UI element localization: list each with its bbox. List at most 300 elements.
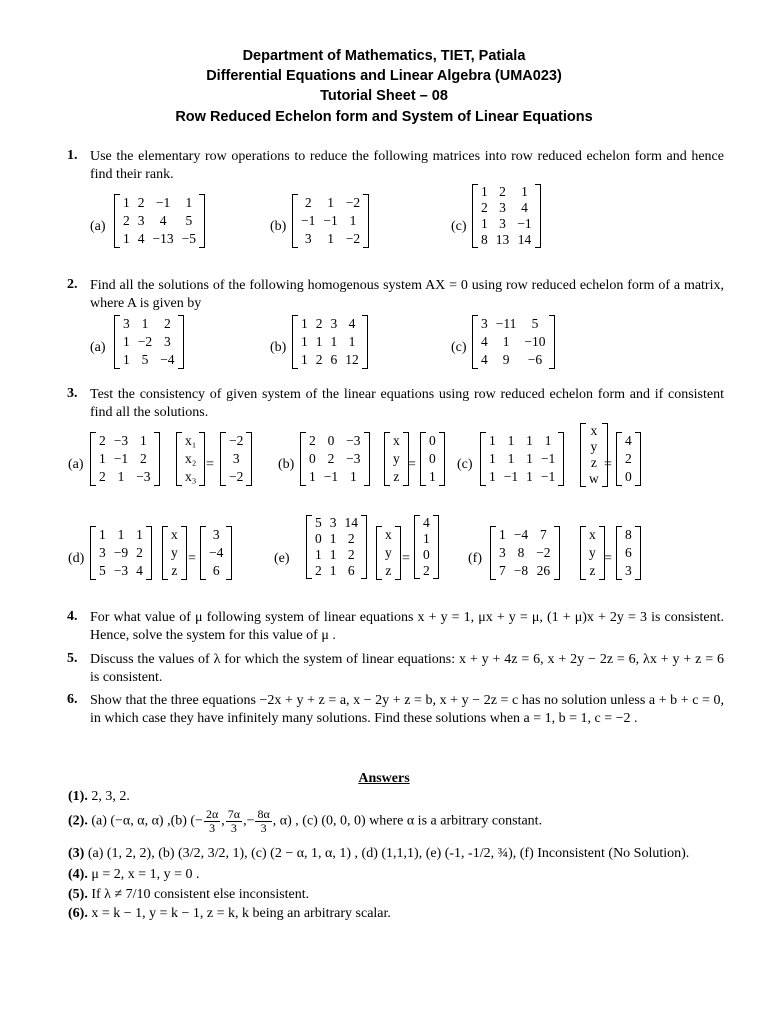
- matrix-row: [311, 531, 362, 547]
- matrix-row: [495, 544, 555, 562]
- answer-5-text: If λ ≠ 7/10 consistent else inconsistent.: [91, 887, 310, 902]
- matrix-row: [585, 544, 600, 562]
- matrix-cell: 4: [481, 352, 488, 367]
- matrix-cell: 3: [499, 216, 506, 231]
- matrix-cell: 1: [301, 316, 308, 331]
- matrix-cell: 1: [429, 469, 436, 484]
- q3d-coeff-matrix: [90, 526, 152, 580]
- matrix-row: [419, 547, 434, 563]
- matrix-row: [95, 450, 155, 468]
- matrix-cell: 1: [489, 469, 496, 484]
- matrix-row: [389, 432, 404, 450]
- q2b-matrix: [292, 315, 368, 369]
- answer-2-frac-2: [226, 808, 242, 835]
- matrix-cell: 2: [139, 451, 147, 466]
- frac-3-den: 3: [260, 821, 267, 835]
- matrix-row: [305, 450, 365, 468]
- matrix-cell: −1: [113, 451, 129, 466]
- matrix-cell: 3: [212, 527, 220, 542]
- matrix-cell: 6: [625, 545, 632, 560]
- matrix-row: [477, 315, 550, 333]
- matrix-cell: x: [385, 527, 392, 542]
- matrix-table: [477, 315, 550, 369]
- matrix-cell: −11: [495, 316, 517, 331]
- matrix-table: [95, 432, 155, 486]
- matrix-table: [167, 526, 182, 580]
- matrix-cell: −1: [323, 469, 339, 484]
- matrix-row: [621, 526, 636, 544]
- matrix-row: [119, 194, 200, 212]
- matrix-cell: 3: [99, 545, 106, 560]
- matrix-row: [305, 468, 365, 486]
- answer-3-number: (3): [68, 846, 85, 861]
- q1a-matrix: [114, 194, 205, 248]
- q1a-label: (a): [90, 219, 106, 234]
- matrix-cell: −1: [517, 216, 532, 231]
- q1b-label: (b): [270, 219, 287, 234]
- matrix-cell: x: [393, 433, 400, 448]
- matrix-row: [477, 351, 550, 369]
- matrix-cell: 3: [232, 451, 240, 466]
- matrix-cell: −1: [301, 213, 316, 228]
- matrix-cell: 2: [137, 195, 145, 210]
- matrix-cell: 3: [329, 515, 337, 530]
- matrix-cell: 4: [137, 231, 145, 246]
- matrix-row: [485, 450, 559, 468]
- answer-2-number: (2).: [68, 813, 88, 829]
- matrix-row: [225, 450, 247, 468]
- matrix-cell: −8: [513, 563, 529, 578]
- matrix-cell: 3: [625, 563, 632, 578]
- matrix-cell: 2: [99, 433, 106, 448]
- matrix-row: [381, 562, 396, 580]
- matrix-row: [585, 526, 600, 544]
- matrix-cell: 8: [481, 232, 488, 247]
- matrix-table: [585, 526, 600, 580]
- matrix-cell: −2: [345, 231, 361, 246]
- matrix-cell: 6: [347, 563, 355, 578]
- matrix-cell: −4: [513, 527, 529, 542]
- matrix-cell: 1: [315, 547, 322, 562]
- matrix-cell: 1: [526, 451, 533, 466]
- matrix-cell: −2: [229, 469, 244, 484]
- q3a-equals: =: [206, 457, 214, 472]
- matrix-cell: 1: [526, 433, 533, 448]
- q1-number: 1.: [67, 148, 78, 163]
- matrix-cell: 5: [315, 515, 322, 530]
- matrix-cell: 0: [625, 469, 632, 484]
- q3c-rhs-vector: [616, 432, 641, 486]
- matrix-cell: 0: [429, 451, 436, 466]
- matrix-row: [205, 544, 227, 562]
- course-title: Differential Equations and Linear Algebra (UMA023): [206, 68, 562, 84]
- matrix-cell: 4: [423, 515, 430, 530]
- matrix-cell: 2: [309, 433, 316, 448]
- matrix-cell: y: [171, 545, 178, 560]
- matrix-table: [477, 184, 536, 248]
- matrix-cell: 5: [99, 563, 106, 578]
- matrix-row: [205, 526, 227, 544]
- matrix-row: [297, 194, 364, 212]
- matrix-cell: 8: [517, 545, 525, 560]
- matrix-row: [205, 562, 227, 580]
- matrix-cell: 1: [327, 231, 334, 246]
- matrix-row: [119, 351, 179, 369]
- matrix-cell: 5: [531, 316, 539, 331]
- matrix-cell: z: [171, 563, 178, 578]
- matrix-row: [389, 450, 404, 468]
- matrix-cell: 1: [123, 231, 130, 246]
- matrix-cell: 1: [185, 195, 193, 210]
- matrix-cell: 4: [348, 316, 356, 331]
- matrix-cell: z: [385, 563, 392, 578]
- matrix-table: [485, 432, 559, 486]
- answer-6: [68, 906, 391, 922]
- matrix-row: [485, 432, 559, 450]
- q3b-coeff-matrix: [300, 432, 370, 486]
- q3e-rhs-vector: [414, 515, 439, 579]
- matrix-cell: 7: [539, 527, 547, 542]
- matrix-cell: 1: [526, 469, 533, 484]
- matrix-row: [585, 562, 600, 580]
- matrix-row: [381, 526, 396, 544]
- answer-2-sep-1: ,: [221, 813, 225, 829]
- matrix-cell: 3: [330, 316, 338, 331]
- matrix-cell: x₂: [185, 451, 197, 466]
- q3b-label: (b): [278, 457, 295, 472]
- matrix-row: [477, 200, 536, 216]
- matrix-cell: 2: [625, 451, 632, 466]
- matrix-cell: 4: [159, 213, 167, 228]
- matrix-cell: 4: [521, 200, 528, 215]
- matrix-row: [585, 423, 603, 439]
- matrix-table: [119, 315, 179, 369]
- matrix-row: [495, 526, 555, 544]
- q3f-coeff-matrix: [490, 526, 560, 580]
- matrix-row: [181, 432, 200, 450]
- topic-title: Row Reduced Echelon form and System of Linear Equations: [175, 109, 593, 125]
- q3-text: Test the consistency of given system of the linear equations using row reduced echelon form and if consistent find all the solutions.: [90, 387, 724, 420]
- matrix-cell: 0: [309, 451, 316, 466]
- matrix-row: [181, 450, 200, 468]
- answer-1-text: 2, 3, 2.: [91, 789, 130, 804]
- matrix-row: [311, 547, 362, 563]
- matrix-row: [119, 230, 200, 248]
- matrix-cell: −2: [229, 433, 244, 448]
- answers-heading: Answers: [358, 771, 410, 786]
- matrix-cell: y: [590, 439, 598, 454]
- matrix-cell: 6: [330, 352, 338, 367]
- matrix-row: [167, 544, 182, 562]
- q3e-label: (e): [274, 551, 290, 566]
- q1c-matrix: [472, 184, 541, 248]
- matrix-cell: 2: [315, 563, 322, 578]
- matrix-cell: z: [589, 563, 596, 578]
- matrix-cell: 4: [625, 433, 632, 448]
- matrix-row: [297, 230, 364, 248]
- matrix-cell: 0: [315, 531, 322, 546]
- matrix-cell: −3: [113, 563, 129, 578]
- q3b-rhs-vector: [420, 432, 445, 486]
- matrix-cell: 2: [315, 352, 323, 367]
- answer-2-frac-1: [204, 808, 220, 835]
- q3c-label: (c): [457, 457, 473, 472]
- matrix-row: [225, 432, 247, 450]
- matrix-row: [621, 432, 636, 450]
- q4-number: 4.: [67, 609, 78, 624]
- matrix-table: [297, 194, 364, 248]
- matrix-cell: 3: [499, 200, 506, 215]
- q3f-equals: =: [604, 551, 612, 566]
- matrix-row: [495, 562, 555, 580]
- q3e-coeff-matrix: [306, 515, 367, 579]
- matrix-cell: 1: [117, 527, 125, 542]
- matrix-cell: −2: [137, 334, 153, 349]
- answer-1: [68, 789, 130, 805]
- matrix-table: [205, 526, 227, 580]
- q3a-coeff-matrix: [90, 432, 160, 486]
- matrix-cell: −1: [155, 195, 171, 210]
- matrix-row: [425, 450, 440, 468]
- matrix-cell: 3: [123, 316, 130, 331]
- frac-2-num: 7α: [227, 807, 241, 821]
- q2c-label: (c): [451, 340, 467, 355]
- matrix-table: [419, 515, 434, 579]
- matrix-cell: 1: [301, 334, 308, 349]
- q5-number: 5.: [67, 651, 78, 666]
- matrix-row: [95, 562, 147, 580]
- matrix-cell: 8: [625, 527, 632, 542]
- matrix-cell: −3: [113, 433, 129, 448]
- matrix-cell: 1: [423, 531, 430, 546]
- matrix-row: [297, 212, 364, 230]
- answer-4: [68, 867, 200, 883]
- matrix-cell: 14: [344, 515, 358, 530]
- matrix-cell: 5: [185, 213, 193, 228]
- answer-5-number: (5).: [68, 887, 88, 902]
- matrix-cell: −2: [536, 545, 551, 560]
- q6-text: Show that the three equations −2x + y + z = a, x − 2y + z = b, x + y − 2z = c has no solution unless a + b + c = 0, in which case they have infinitely many solutions. Find these solutions when a = 1, b = 1, c = −2 .: [90, 693, 724, 726]
- matrix-cell: −9: [113, 545, 129, 560]
- answer-6-text: x = k − 1, y = k − 1, z = k, k being an arbitrary scalar.: [91, 906, 391, 921]
- matrix-cell: x: [589, 527, 596, 542]
- matrix-cell: z: [590, 455, 597, 470]
- matrix-row: [167, 526, 182, 544]
- q3a-label: (a): [68, 457, 84, 472]
- matrix-cell: 1: [507, 451, 515, 466]
- matrix-cell: −3: [346, 451, 361, 466]
- matrix-row: [621, 544, 636, 562]
- matrix-table: [225, 432, 247, 486]
- matrix-cell: 1: [301, 352, 308, 367]
- q2a-matrix: [114, 315, 184, 369]
- matrix-cell: −1: [323, 213, 338, 228]
- matrix-row: [225, 468, 247, 486]
- matrix-cell: 1: [489, 433, 496, 448]
- matrix-cell: 1: [329, 563, 337, 578]
- q3c-coeff-matrix: [480, 432, 564, 486]
- matrix-cell: x: [590, 423, 598, 438]
- matrix-table: [297, 315, 363, 369]
- matrix-table: [389, 432, 404, 486]
- matrix-cell: 1: [502, 334, 510, 349]
- matrix-cell: 2: [423, 563, 430, 578]
- q3d-rhs-vector: [200, 526, 232, 580]
- matrix-table: [311, 515, 362, 579]
- q3b-var-vector: [384, 432, 409, 486]
- matrix-cell: 2: [163, 316, 171, 331]
- matrix-cell: 1: [349, 469, 357, 484]
- answer-4-number: (4).: [68, 867, 88, 882]
- matrix-cell: 1: [123, 195, 130, 210]
- matrix-row: [585, 439, 603, 455]
- matrix-table: [305, 432, 365, 486]
- matrix-row: [585, 455, 603, 471]
- matrix-row: [95, 468, 155, 486]
- q1c-label: (c): [451, 219, 467, 234]
- matrix-row: [119, 333, 179, 351]
- q1-text: Use the elementary row operations to reduce the following matrices into row reduced echelon form and hence find their rank.: [90, 149, 724, 182]
- matrix-cell: 3: [481, 316, 488, 331]
- matrix-cell: 2: [136, 545, 143, 560]
- matrix-cell: 1: [327, 195, 334, 210]
- matrix-cell: 1: [329, 531, 337, 546]
- matrix-cell: y: [589, 545, 596, 560]
- matrix-cell: 2: [499, 184, 506, 199]
- matrix-row: [485, 468, 559, 486]
- matrix-cell: 2: [304, 195, 312, 210]
- answer-3-text: (a) (1, 2, 2), (b) (3/2, 3/2, 1), (c) (2 − α, 1, α, 1) , (d) (1,1,1), (e) (-1, -1/2, ¾), (f) Inconsistent (No Solution).: [87, 846, 690, 861]
- matrix-cell: −1: [540, 451, 556, 466]
- matrix-cell: 1: [330, 334, 338, 349]
- q3f-rhs-vector: [616, 526, 641, 580]
- answer-2: [68, 808, 542, 835]
- matrix-table: [425, 432, 440, 486]
- answer-6-number: (6).: [68, 906, 88, 921]
- matrix-cell: y: [385, 545, 392, 560]
- matrix-cell: z: [393, 469, 400, 484]
- matrix-cell: −4: [209, 545, 224, 560]
- matrix-table: [119, 194, 200, 248]
- matrix-cell: −1: [540, 469, 556, 484]
- matrix-cell: 1: [141, 316, 149, 331]
- answer-3: [68, 846, 689, 862]
- matrix-cell: 2: [481, 200, 488, 215]
- matrix-row: [297, 333, 363, 351]
- matrix-cell: −4: [160, 352, 175, 367]
- matrix-cell: 4: [136, 563, 143, 578]
- q3d-label: (d): [68, 551, 85, 566]
- answer-1-number: (1).: [68, 789, 88, 804]
- q2a-label: (a): [90, 340, 106, 355]
- matrix-cell: 3: [304, 231, 312, 246]
- matrix-cell: −1: [503, 469, 519, 484]
- matrix-row: [621, 450, 636, 468]
- matrix-cell: 1: [329, 547, 337, 562]
- matrix-cell: 1: [123, 352, 130, 367]
- frac-2-den: 3: [230, 821, 237, 835]
- matrix-cell: 26: [536, 563, 551, 578]
- matrix-cell: 3: [499, 545, 506, 560]
- q3a-rhs-vector: [220, 432, 252, 486]
- matrix-cell: −6: [527, 352, 543, 367]
- matrix-cell: 14: [517, 232, 532, 247]
- matrix-row: [425, 468, 440, 486]
- q3e-equals: =: [402, 551, 410, 566]
- matrix-cell: 1: [123, 334, 130, 349]
- q2-number: 2.: [67, 277, 78, 292]
- q6-number: 6.: [67, 692, 78, 707]
- matrix-table: [585, 423, 603, 487]
- matrix-cell: 7: [499, 563, 506, 578]
- matrix-row: [95, 432, 155, 450]
- matrix-cell: −3: [136, 469, 151, 484]
- matrix-cell: 12: [345, 352, 359, 367]
- matrix-cell: x₁: [185, 433, 197, 448]
- matrix-cell: 1: [315, 334, 323, 349]
- matrix-cell: −5: [181, 231, 196, 246]
- matrix-cell: 1: [348, 334, 356, 349]
- matrix-cell: 1: [117, 469, 125, 484]
- matrix-cell: 1: [544, 433, 552, 448]
- matrix-cell: 6: [212, 563, 220, 578]
- matrix-table: [495, 526, 555, 580]
- matrix-cell: 0: [327, 433, 335, 448]
- frac-1-num: 2α: [205, 807, 219, 821]
- matrix-cell: w: [589, 471, 599, 486]
- matrix-row: [119, 315, 179, 333]
- q3-number: 3.: [67, 386, 78, 401]
- matrix-row: [621, 468, 636, 486]
- matrix-cell: 2: [99, 469, 106, 484]
- q3d-var-vector: [162, 526, 187, 580]
- matrix-cell: 1: [99, 451, 106, 466]
- frac-1-den: 3: [209, 821, 216, 835]
- q3d-equals: =: [188, 551, 196, 566]
- q1b-matrix: [292, 194, 369, 248]
- matrix-row: [419, 563, 434, 579]
- matrix-cell: 1: [99, 527, 106, 542]
- matrix-cell: 1: [309, 469, 316, 484]
- matrix-row: [119, 212, 200, 230]
- matrix-table: [95, 526, 147, 580]
- matrix-cell: 2: [315, 316, 323, 331]
- matrix-cell: −13: [152, 231, 174, 246]
- matrix-row: [95, 544, 147, 562]
- matrix-row: [297, 351, 363, 369]
- answer-5: [68, 887, 309, 903]
- matrix-cell: 1: [136, 527, 143, 542]
- matrix-row: [305, 432, 365, 450]
- matrix-table: [181, 432, 200, 486]
- answer-2-post: , α) , (c) (0, 0, 0) where α is a arbitrary constant.: [272, 813, 543, 829]
- matrix-row: [477, 216, 536, 232]
- matrix-cell: x₃: [185, 469, 197, 484]
- matrix-cell: 1: [481, 184, 488, 199]
- q5-text: Discuss the values of λ for which the system of linear equations: x + y + 4z = 6, x + 2y − 2z = 6, λx + y + z = 6 is consistent.: [90, 652, 724, 685]
- matrix-cell: 1: [499, 527, 506, 542]
- matrix-cell: 0: [423, 547, 430, 562]
- matrix-row: [381, 544, 396, 562]
- matrix-row: [311, 563, 362, 579]
- matrix-cell: 0: [429, 433, 436, 448]
- matrix-cell: 1: [489, 451, 496, 466]
- matrix-row: [477, 184, 536, 200]
- q3c-equals: =: [604, 457, 612, 472]
- matrix-cell: 4: [481, 334, 488, 349]
- q2c-matrix: [472, 315, 555, 369]
- matrix-row: [311, 515, 362, 531]
